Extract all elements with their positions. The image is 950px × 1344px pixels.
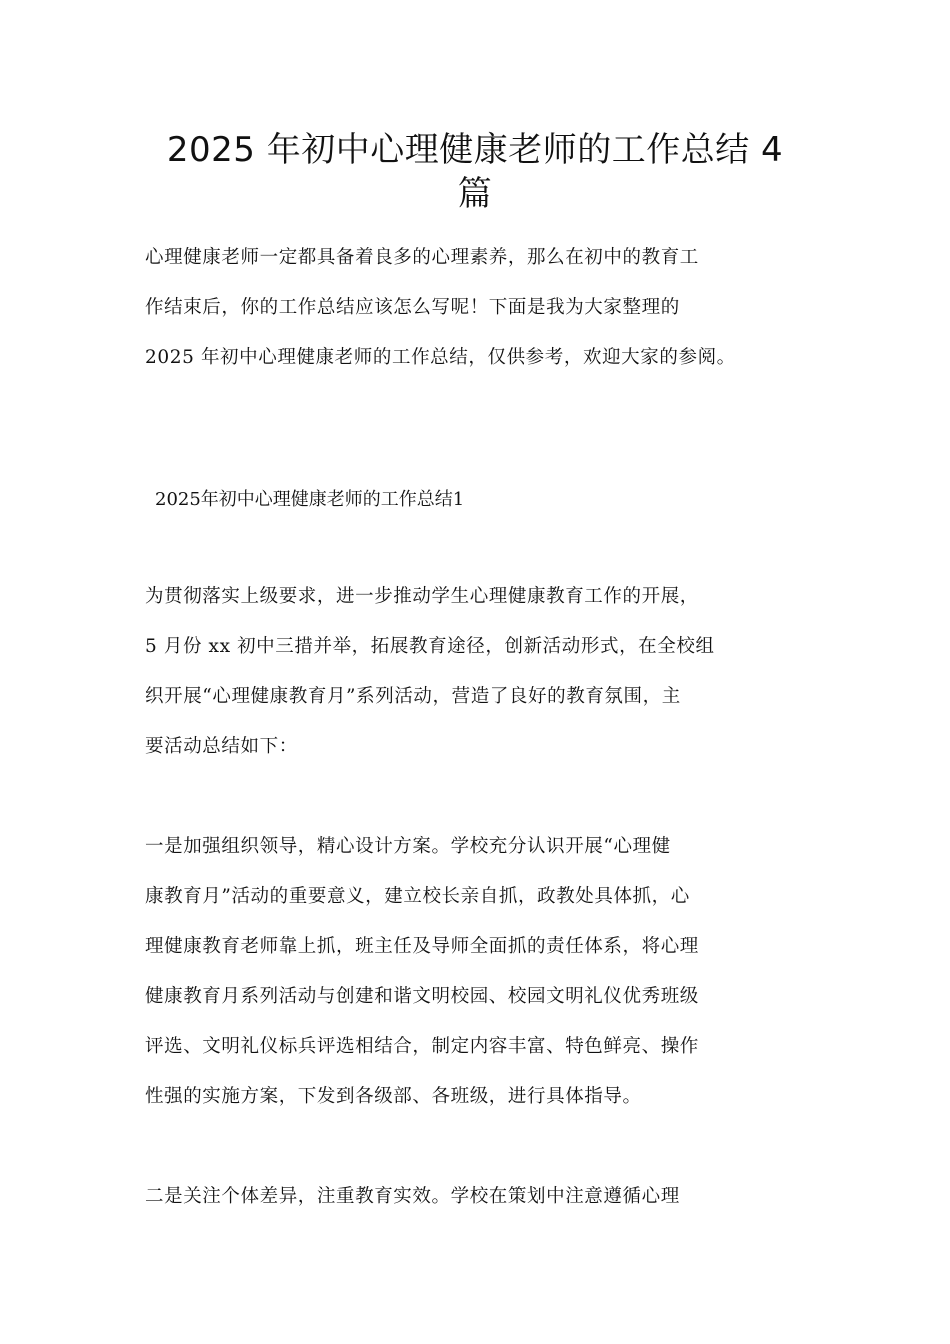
intro-line: 作结束后，你的工作总结应该怎么写呢！下面是我为大家整理的 — [145, 297, 680, 318]
paragraph-line: 要活动总结如下： — [145, 736, 298, 757]
paragraph-line: 性强的实施方案，下发到各级部、各班级，进行具体指导。 — [145, 1086, 642, 1107]
intro-line: 2025 年初中心理健康老师的工作总结，仅供参考，欢迎大家的参阅。 — [145, 347, 736, 368]
paragraph-line: 健康教育月系列活动与创建和谐文明校园、校园文明礼仪优秀班级 — [145, 986, 699, 1007]
body-paragraph-2 — [145, 822, 825, 1122]
body-paragraph-3 — [145, 1172, 825, 1222]
paragraph-line: 评选、文明礼仪标兵评选相结合，制定内容丰富、特色鲜亮、操作 — [145, 1036, 699, 1057]
document-title — [130, 128, 820, 216]
paragraph-line: 理健康教育老师靠上抓，班主任及导师全面抓的责任体系，将心理 — [145, 936, 699, 957]
title-line: 2025 年初中心理健康老师的工作总结 4 — [166, 130, 784, 170]
paragraph-line: 织开展“心理健康教育月”系列活动，营造了良好的教育氛围，主 — [145, 686, 681, 707]
paragraph-line: 5 月份 xx 初中三措并举，拓展教育途径，创新活动形式，在全校组 — [145, 636, 715, 657]
paragraph-line: 一是加强组织领导，精心设计方案。学校充分认识开展“心理健 — [145, 836, 671, 857]
section-heading: 2025年初中心理健康老师的工作总结1 — [155, 489, 465, 510]
title-line: 篇 — [457, 174, 493, 214]
paragraph-line: 康教育月”活动的重要意义，建立校长亲自抓，政教处具体抓，心 — [145, 886, 690, 907]
paragraph-line: 二是关注个体差异，注重教育实效。学校在策划中注意遵循心理 — [145, 1186, 680, 1207]
intro-paragraph — [145, 233, 825, 383]
paragraph-line: 为贯彻落实上级要求，进一步推动学生心理健康教育工作的开展， — [145, 586, 699, 607]
body-paragraph-1 — [145, 572, 825, 772]
intro-line: 心理健康老师一定都具备着良多的心理素养，那么在初中的教育工 — [145, 247, 699, 268]
